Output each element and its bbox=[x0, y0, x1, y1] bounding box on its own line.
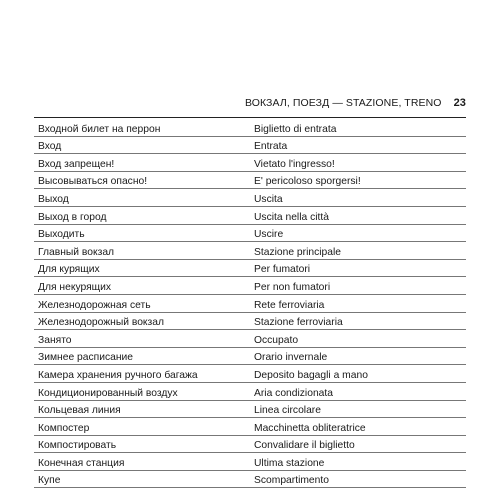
italian-term: Per fumatori bbox=[250, 259, 466, 277]
glossary-row bbox=[34, 259, 466, 277]
russian-term: Кольцевая линия bbox=[34, 400, 250, 418]
russian-term: Занято bbox=[34, 330, 250, 348]
glossary-row bbox=[34, 453, 466, 471]
italian-term: Per non fumatori bbox=[250, 277, 466, 295]
italian-term: Linea circolare bbox=[250, 400, 466, 418]
russian-term: Компостер bbox=[34, 418, 250, 436]
russian-term: Выход в город bbox=[34, 206, 250, 224]
italian-term: Scompartimento bbox=[250, 470, 466, 488]
italian-term: Rete ferroviaria bbox=[250, 294, 466, 312]
glossary-row bbox=[34, 277, 466, 295]
russian-term: Конечная станция bbox=[34, 453, 250, 471]
russian-term: Компостировать bbox=[34, 435, 250, 453]
glossary-row bbox=[34, 312, 466, 330]
russian-term: Кондиционированный воздух bbox=[34, 382, 250, 400]
russian-term: Для некурящих bbox=[34, 277, 250, 295]
italian-term: Uscita nella città bbox=[250, 206, 466, 224]
running-head bbox=[34, 96, 466, 110]
italian-term: Biglietto di entrata bbox=[250, 119, 466, 136]
italian-term: Ultima stazione bbox=[250, 453, 466, 471]
glossary-row bbox=[34, 154, 466, 172]
russian-term: Главный вокзал bbox=[34, 242, 250, 260]
russian-term: Зимнее расписание bbox=[34, 347, 250, 365]
russian-term: Выход bbox=[34, 189, 250, 207]
glossary-row bbox=[34, 365, 466, 383]
glossary-row bbox=[34, 119, 466, 136]
glossary-row bbox=[34, 206, 466, 224]
glossary-row bbox=[34, 189, 466, 207]
italian-term: Uscita bbox=[250, 189, 466, 207]
russian-term: Железнодорожный вокзал bbox=[34, 312, 250, 330]
italian-term: Stazione ferroviaria bbox=[250, 312, 466, 330]
glossary-row bbox=[34, 400, 466, 418]
russian-term: Вход запрещен! bbox=[34, 154, 250, 172]
russian-term: Выходить bbox=[34, 224, 250, 242]
glossary-row bbox=[34, 294, 466, 312]
glossary-row bbox=[34, 347, 466, 365]
russian-term: Входной билет на перрон bbox=[34, 119, 250, 136]
glossary-row bbox=[34, 330, 466, 348]
italian-term: Macchinetta obliteratrice bbox=[250, 418, 466, 436]
russian-term: Высовываться опасно! bbox=[34, 171, 250, 189]
russian-term: Вход bbox=[34, 136, 250, 154]
glossary-row bbox=[34, 224, 466, 242]
russian-term: Для курящих bbox=[34, 259, 250, 277]
glossary-row bbox=[34, 382, 466, 400]
glossary-body bbox=[34, 119, 466, 488]
italian-term: Orario invernale bbox=[250, 347, 466, 365]
glossary-row bbox=[34, 418, 466, 436]
glossary-table bbox=[34, 119, 466, 488]
italian-term: Vietato l'ingresso! bbox=[250, 154, 466, 172]
russian-term: Железнодорожная сеть bbox=[34, 294, 250, 312]
italian-term: Convalidare il biglietto bbox=[250, 435, 466, 453]
russian-term: Купе bbox=[34, 470, 250, 488]
glossary-row bbox=[34, 242, 466, 260]
italian-term: Uscire bbox=[250, 224, 466, 242]
glossary-row bbox=[34, 435, 466, 453]
italian-term: Aria condizionata bbox=[250, 382, 466, 400]
italian-term: E' pericoloso sporgersi! bbox=[250, 171, 466, 189]
italian-term: Occupato bbox=[250, 330, 466, 348]
page-number: 23 bbox=[453, 97, 466, 109]
italian-term: Entrata bbox=[250, 136, 466, 154]
glossary-row bbox=[34, 470, 466, 488]
section-title: ВОКЗАЛ, ПОЕЗД — STAZIONE, TRENO bbox=[244, 97, 442, 109]
glossary-row bbox=[34, 171, 466, 189]
russian-term: Камера хранения ручного багажа bbox=[34, 365, 250, 383]
italian-term: Stazione principale bbox=[250, 242, 466, 260]
italian-term: Deposito bagagli a mano bbox=[250, 365, 466, 383]
header-rule bbox=[34, 117, 466, 118]
glossary-row bbox=[34, 136, 466, 154]
